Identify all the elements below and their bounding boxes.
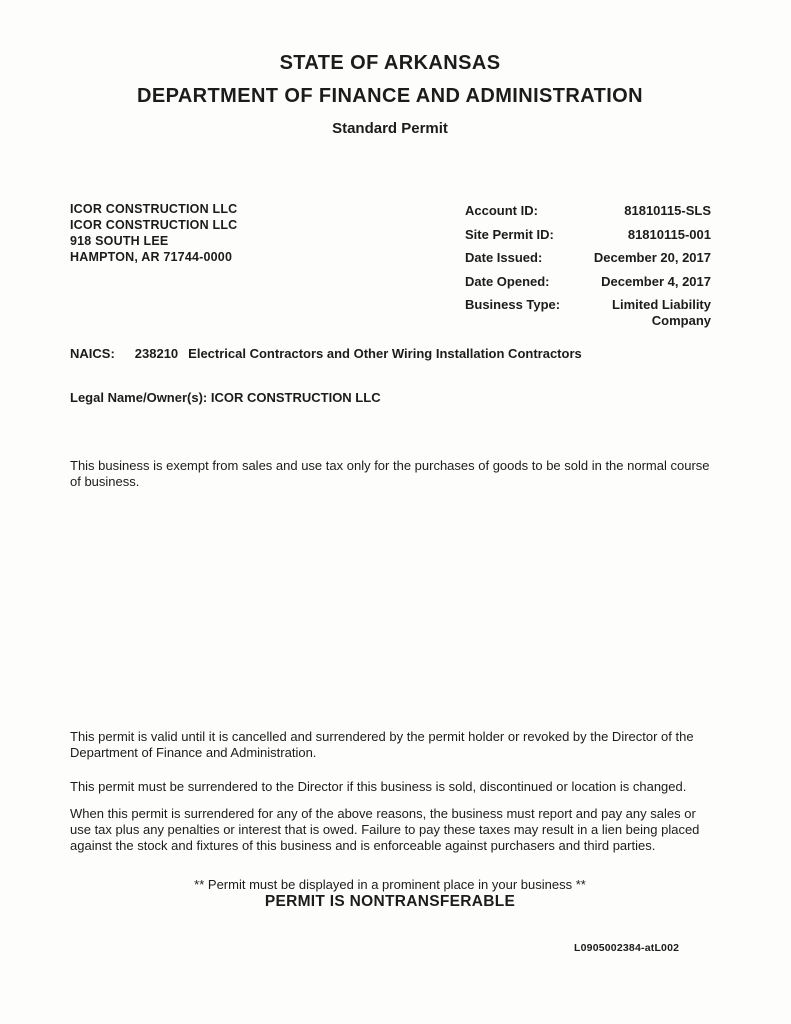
document-subtitle: Standard Permit — [332, 120, 448, 137]
detail-row-date-opened — [465, 274, 711, 290]
detail-row-account-id — [465, 203, 711, 219]
recipient-name-line-2: ICOR CONSTRUCTION LLC — [70, 218, 238, 232]
recipient-street: 918 SOUTH LEE — [70, 234, 169, 248]
naics-code: 238210 — [134, 346, 179, 361]
date-issued-value: December 20, 2017 — [593, 250, 711, 265]
date-opened-value: December 4, 2017 — [601, 273, 711, 289]
account-id-label: Account ID: — [465, 203, 538, 218]
nontransferable-notice: PERMIT IS NONTRANSFERABLE — [264, 893, 516, 910]
display-requirement-note: ** Permit must be displayed in a prominent place in your business ** — [194, 877, 586, 892]
recipient-address-block — [70, 201, 237, 265]
site-permit-id-value: 81810115-001 — [627, 226, 711, 242]
document-title-state: STATE OF ARKANSAS — [279, 52, 501, 74]
recipient-city-state-zip: HAMPTON, AR 71744-0000 — [70, 250, 233, 264]
date-issued-label: Date Issued: — [465, 250, 543, 265]
surrender-paragraph: This permit must be surrendered to the Director if this business is sold, discontinued or location is changed. — [70, 779, 687, 794]
detail-row-site-permit-id — [465, 227, 711, 243]
permit-details-block — [465, 203, 711, 336]
naics-description: Electrical Contractors and Other Wiring Installation Contractors — [188, 346, 582, 361]
consequences-paragraph: When this permit is surrendered for any of the above reasons, the business must report and pay any sales or use tax plus any penalties or interest that is owed. Failure to pay these taxes may result in a lien being placed against the stock and fixtures of this business and is enforceable against purchasers and third parties. — [70, 806, 700, 853]
recipient-name-line-1: ICOR CONSTRUCTION LLC — [70, 202, 238, 216]
business-type-label: Business Type: — [465, 297, 561, 312]
business-type-value: Limited Liability Company — [612, 297, 711, 328]
naics-label: NAICS: — [70, 346, 115, 361]
document-code: L0905002384-atL002 — [574, 942, 680, 954]
exemption-paragraph: This business is exempt from sales and use tax only for the purchases of goods to be sold in the normal course of business. — [70, 458, 710, 489]
detail-row-business-type — [465, 297, 711, 328]
date-opened-label: Date Opened: — [465, 273, 550, 289]
account-id-value: 81810115-SLS — [624, 203, 711, 218]
naics-line — [70, 346, 582, 361]
validity-paragraph: This permit is valid until it is cancelled and surrendered by the permit holder or revoked by the Director of the Department of Finance and Administration. — [70, 729, 694, 760]
legal-name-owner-line: Legal Name/Owner(s): ICOR CONSTRUCTION LLC — [70, 390, 381, 405]
detail-row-date-issued — [465, 250, 711, 266]
document-title-department: DEPARTMENT OF FINANCE AND ADMINISTRATION — [137, 85, 643, 107]
site-permit-id-label: Site Permit ID: — [465, 226, 554, 242]
